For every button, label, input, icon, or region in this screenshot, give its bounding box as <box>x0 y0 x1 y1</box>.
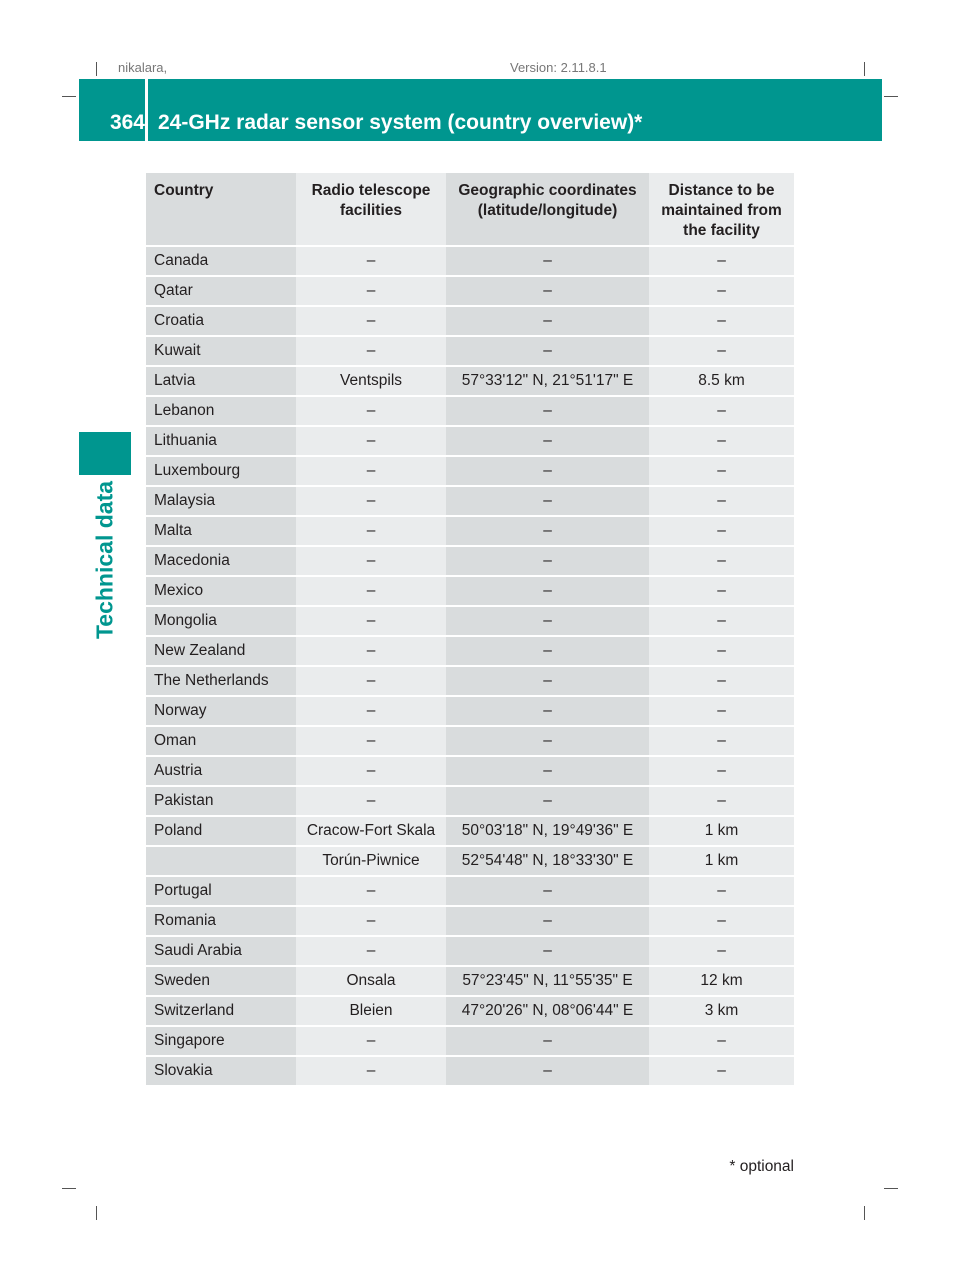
table-row <box>146 696 794 726</box>
table-row <box>146 726 794 756</box>
coordinates-cell: – <box>446 636 649 666</box>
distance-cell: – <box>649 936 794 966</box>
country-cell: Singapore <box>146 1026 296 1056</box>
country-cell <box>146 846 296 876</box>
column-header: Geographic coordinates (latitude/longitude) <box>446 173 649 246</box>
page-title: 24-GHz radar sensor system (country overview)* <box>158 111 643 134</box>
distance-cell: – <box>649 666 794 696</box>
crop-mark <box>62 96 76 97</box>
country-cell: Poland <box>146 816 296 846</box>
print-slug-right: Version: 2.11.8.1 <box>510 60 607 75</box>
country-cell: Oman <box>146 726 296 756</box>
distance-cell: – <box>649 786 794 816</box>
coordinates-cell: – <box>446 456 649 486</box>
table-row <box>146 846 794 876</box>
coordinates-cell: – <box>446 786 649 816</box>
country-cell: Sweden <box>146 966 296 996</box>
facility-cell: – <box>296 726 446 756</box>
facility-cell: – <box>296 636 446 666</box>
coordinates-cell: – <box>446 426 649 456</box>
table-row <box>146 786 794 816</box>
coordinates-cell: – <box>446 336 649 366</box>
page-number: 364 <box>109 111 145 134</box>
coordinates-cell: – <box>446 396 649 426</box>
column-header: Distance to be maintained from the facility <box>649 173 794 246</box>
facility-cell: – <box>296 336 446 366</box>
table-row <box>146 876 794 906</box>
table-row <box>146 1056 794 1086</box>
distance-cell: – <box>649 486 794 516</box>
table-row <box>146 1026 794 1056</box>
distance-cell: – <box>649 906 794 936</box>
country-cell: The Netherlands <box>146 666 296 696</box>
facility-cell: – <box>296 906 446 936</box>
table-row <box>146 246 794 276</box>
table-row <box>146 606 794 636</box>
table-row <box>146 426 794 456</box>
footnote: * optional <box>729 1158 794 1175</box>
country-cell: Mexico <box>146 576 296 606</box>
country-cell: Malta <box>146 516 296 546</box>
coordinates-cell: – <box>446 306 649 336</box>
distance-cell: – <box>649 306 794 336</box>
distance-cell: 1 km <box>649 846 794 876</box>
coordinates-cell: – <box>446 1056 649 1086</box>
table-row <box>146 456 794 486</box>
table-row <box>146 336 794 366</box>
table-row <box>146 756 794 786</box>
distance-cell: – <box>649 1026 794 1056</box>
coordinates-cell: 57°33'12" N, 21°51'17" E <box>446 366 649 396</box>
distance-cell: 12 km <box>649 966 794 996</box>
coordinates-cell: – <box>446 696 649 726</box>
coordinates-cell: 57°23'45" N, 11°55'35" E <box>446 966 649 996</box>
country-cell: Lithuania <box>146 426 296 456</box>
facility-cell: – <box>296 696 446 726</box>
section-label: Technical data <box>91 480 118 640</box>
country-cell: Portugal <box>146 876 296 906</box>
country-cell: Romania <box>146 906 296 936</box>
coordinates-cell: – <box>446 666 649 696</box>
table-row <box>146 636 794 666</box>
distance-cell: – <box>649 696 794 726</box>
coordinates-cell: – <box>446 276 649 306</box>
column-header: Country <box>146 173 296 246</box>
distance-cell: 1 km <box>649 816 794 846</box>
country-table <box>146 173 794 1087</box>
country-cell: New Zealand <box>146 636 296 666</box>
facility-cell: – <box>296 786 446 816</box>
section-tab-marker <box>79 432 131 475</box>
country-cell: Lebanon <box>146 396 296 426</box>
coordinates-cell: – <box>446 756 649 786</box>
facility-cell: Torún-Piwnice <box>296 846 446 876</box>
facility-cell: – <box>296 1056 446 1086</box>
facility-cell: – <box>296 246 446 276</box>
distance-cell: – <box>649 576 794 606</box>
table-row <box>146 666 794 696</box>
distance-cell: – <box>649 876 794 906</box>
coordinates-cell: – <box>446 246 649 276</box>
coordinates-cell: – <box>446 546 649 576</box>
distance-cell: – <box>649 756 794 786</box>
table-row <box>146 366 794 396</box>
facility-cell: Bleien <box>296 996 446 1026</box>
table-row <box>146 396 794 426</box>
crop-mark <box>62 1188 76 1189</box>
table-row <box>146 486 794 516</box>
facility-cell: – <box>296 516 446 546</box>
facility-cell: – <box>296 396 446 426</box>
print-slug-left: nikalara, <box>118 60 168 75</box>
table-row <box>146 936 794 966</box>
coordinates-cell: 47°20'26" N, 08°06'44" E <box>446 996 649 1026</box>
facility-cell: – <box>296 576 446 606</box>
country-cell: Malaysia <box>146 486 296 516</box>
country-cell: Mongolia <box>146 606 296 636</box>
country-cell: Croatia <box>146 306 296 336</box>
coordinates-cell: 50°03'18" N, 19°49'36" E <box>446 816 649 846</box>
coordinates-cell: – <box>446 726 649 756</box>
facility-cell: – <box>296 546 446 576</box>
distance-cell: 3 km <box>649 996 794 1026</box>
country-cell: Norway <box>146 696 296 726</box>
crop-mark <box>884 1188 898 1189</box>
coordinates-cell: – <box>446 1026 649 1056</box>
coordinates-cell: – <box>446 516 649 546</box>
facility-cell: Onsala <box>296 966 446 996</box>
country-cell: Pakistan <box>146 786 296 816</box>
facility-cell: Cracow-Fort Skala <box>296 816 446 846</box>
distance-cell: – <box>649 336 794 366</box>
country-cell: Luxembourg <box>146 456 296 486</box>
table-row <box>146 516 794 546</box>
country-cell: Slovakia <box>146 1056 296 1086</box>
coordinates-cell: – <box>446 606 649 636</box>
crop-mark <box>96 1206 97 1220</box>
crop-mark <box>864 1206 865 1220</box>
distance-cell: – <box>649 636 794 666</box>
coordinates-cell: – <box>446 936 649 966</box>
header-bar <box>79 79 882 141</box>
table-row <box>146 306 794 336</box>
country-cell: Saudi Arabia <box>146 936 296 966</box>
facility-cell: Ventspils <box>296 366 446 396</box>
facility-cell: – <box>296 606 446 636</box>
facility-cell: – <box>296 756 446 786</box>
table-row <box>146 816 794 846</box>
distance-cell: – <box>649 426 794 456</box>
coordinates-cell: – <box>446 876 649 906</box>
coordinates-cell: – <box>446 906 649 936</box>
table-header-row <box>146 173 794 246</box>
crop-mark <box>96 62 97 76</box>
distance-cell: – <box>649 606 794 636</box>
distance-cell: – <box>649 276 794 306</box>
distance-cell: – <box>649 726 794 756</box>
print-slug <box>110 58 810 76</box>
facility-cell: – <box>296 666 446 696</box>
facility-cell: – <box>296 1026 446 1056</box>
table-row <box>146 996 794 1026</box>
table-row <box>146 276 794 306</box>
facility-cell: – <box>296 456 446 486</box>
facility-cell: – <box>296 876 446 906</box>
facility-cell: – <box>296 486 446 516</box>
coordinates-cell: – <box>446 576 649 606</box>
country-cell: Macedonia <box>146 546 296 576</box>
distance-cell: – <box>649 456 794 486</box>
country-cell: Canada <box>146 246 296 276</box>
country-cell: Switzerland <box>146 996 296 1026</box>
facility-cell: – <box>296 936 446 966</box>
column-header: Radio telescope facilities <box>296 173 446 246</box>
table-row <box>146 576 794 606</box>
facility-cell: – <box>296 276 446 306</box>
distance-cell: – <box>649 246 794 276</box>
country-cell: Qatar <box>146 276 296 306</box>
distance-cell: – <box>649 516 794 546</box>
distance-cell: – <box>649 396 794 426</box>
facility-cell: – <box>296 426 446 456</box>
table-row <box>146 966 794 996</box>
table-row <box>146 546 794 576</box>
distance-cell: – <box>649 1056 794 1086</box>
coordinates-cell: – <box>446 486 649 516</box>
crop-mark <box>864 62 865 76</box>
header-divider <box>145 79 148 141</box>
distance-cell: 8.5 km <box>649 366 794 396</box>
distance-cell: – <box>649 546 794 576</box>
country-cell: Austria <box>146 756 296 786</box>
facility-cell: – <box>296 306 446 336</box>
country-cell: Latvia <box>146 366 296 396</box>
country-cell: Kuwait <box>146 336 296 366</box>
coordinates-cell: 52°54'48" N, 18°33'30" E <box>446 846 649 876</box>
table-row <box>146 906 794 936</box>
crop-mark <box>884 96 898 97</box>
